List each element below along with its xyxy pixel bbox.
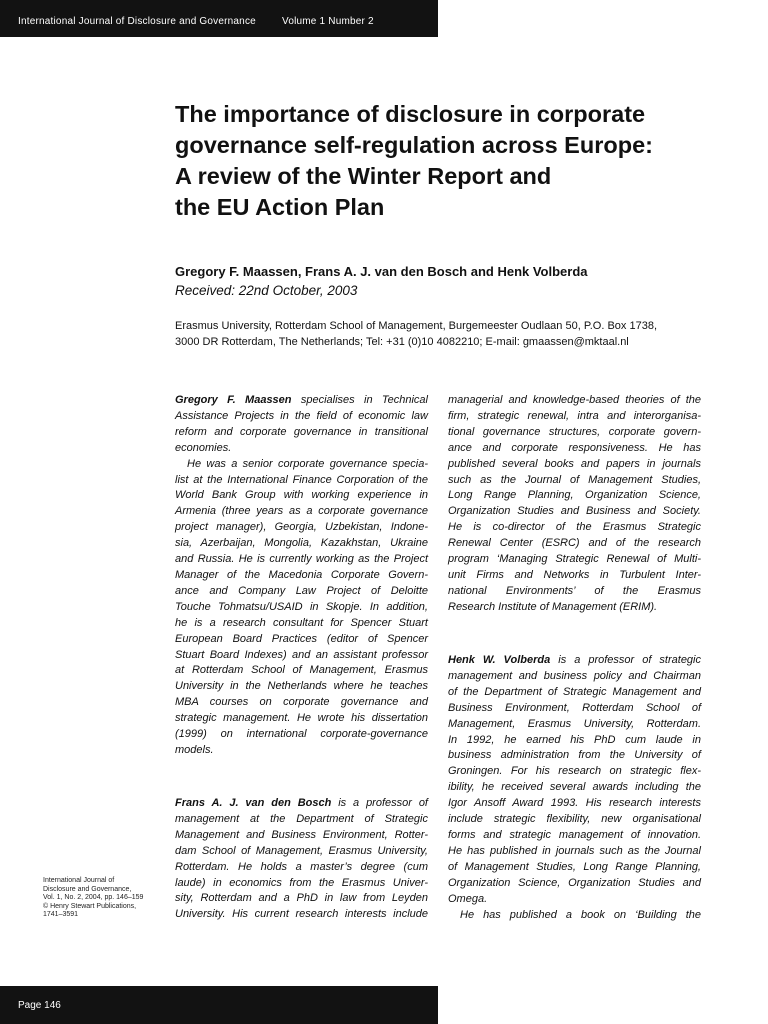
title-line: The importance of disclosure in corporate <box>175 101 646 127</box>
sidenote-line: 1741–3591 <box>43 911 79 918</box>
bio-line: University in the Netherlands where he teaches <box>175 680 428 693</box>
bio-line: include strategic flexibility, new organisational <box>448 813 701 826</box>
bio-paragraph <box>448 393 701 616</box>
bio-maassen <box>175 393 428 759</box>
author-name: Gregory F. Maassen <box>175 394 292 406</box>
bio-line: Gregory F. Maassen specialises in Technical <box>175 394 428 406</box>
title-line: governance self-regulation across Europe: <box>175 132 653 158</box>
bio-line: Armenia (three years as a corporate governance <box>175 505 428 518</box>
affiliation-line: 3000 DR Rotterdam, The Netherlands; Tel: +31 (0)10 4082210; E-mail: gmaassen@mktaal.nl <box>175 336 629 348</box>
page-footer-bar <box>0 986 438 1024</box>
bio-line: Rotterdam. He holds a master’s degree (cum <box>175 860 428 873</box>
bio-line: economies. <box>175 441 232 454</box>
bio-line: Manager of the Macedonia Corporate Govern- <box>175 568 428 581</box>
bio-line: Management, Erasmus University, Rotterdam. <box>448 717 701 730</box>
bio-line: and Russia. He is currently working as the Project <box>175 553 428 566</box>
bio-line: such as the Journal of Management Studies, <box>448 473 701 486</box>
bio-line: Igor Ansoff Award 1993. His research interests <box>448 797 701 810</box>
bio-line: Stuart Board Indexes) and an assistant professor <box>175 648 428 661</box>
bio-line: at Rotterdam School of Management, Erasmus <box>175 664 428 677</box>
bio-line: World Bank Group with working experience in <box>175 489 428 502</box>
bio-line: management at the Department of Strategic <box>175 812 428 825</box>
bio-line: He was a senior corporate governance specia- <box>187 457 428 470</box>
bio-line: Management and Business Environment, Rotter- <box>175 828 428 841</box>
bio-line: sia, Azerbaijan, Mongolia, Kazakhstan, Ukraine <box>175 537 428 550</box>
bio-volberda <box>448 653 701 923</box>
bio-line: national Environments’ of the Erasmus <box>448 584 701 597</box>
bio-line: laude) in economics from the Erasmus Univer- <box>175 876 428 889</box>
bio-paragraph <box>175 393 428 457</box>
bio-line: forms and strategic management of innovation. <box>448 828 701 841</box>
affiliation-line: Erasmus University, Rotterdam School of Management, Burgemeester Oudlaan 50, P.O. Box 1738, <box>175 320 658 332</box>
author-list: Gregory F. Maassen, Frans A. J. van den Bosch and Henk Volberda <box>175 264 588 279</box>
bio-line: MBA courses on corporate governance and <box>175 696 428 709</box>
bio-line: He has published in journals such as the Journal <box>448 844 701 857</box>
bio-line: models. <box>175 743 214 756</box>
bio-line: Long Range Planning, Organization Science, <box>448 489 701 502</box>
bio-line: of the Department of Strategic Management and <box>448 685 701 698</box>
bio-line: strategic management. He wrote his dissertation <box>175 712 428 725</box>
author-name: Henk W. Volberda <box>448 654 551 666</box>
bio-line: University. His current research interests include <box>175 908 428 921</box>
bio-line: (1999) on international corporate-governance <box>175 728 428 741</box>
bio-line: Touche Tohmatsu/USAID in Skopje. In addition, <box>175 600 428 613</box>
journal-header-bar <box>0 0 438 37</box>
bio-line: In 1992, he earned his PhD cum laude in <box>448 733 701 746</box>
author-name: Frans A. J. van den Bosch <box>175 797 332 809</box>
title-line: A review of the Winter Report and <box>175 163 552 189</box>
citation-sidenote <box>43 877 143 920</box>
page-number: Page 146 <box>18 1000 61 1011</box>
bio-line: business administration from the University of <box>448 749 701 762</box>
bio-line: unit Firms and Networks in Turbulent Inter- <box>448 568 701 581</box>
received-date: Received: 22nd October, 2003 <box>175 283 358 298</box>
bio-line: He has published a book on ‘Building the <box>460 908 701 921</box>
title-line: the EU Action Plan <box>175 194 385 220</box>
journal-name: International Journal of Disclosure and Governance <box>18 16 256 27</box>
bio-line: tional governance structures, corporate govern- <box>448 425 701 438</box>
bio-line: he is a research consultant for Spencer Stuart <box>175 616 428 629</box>
bio-bosch-continued <box>448 393 701 616</box>
bio-line: Omega. <box>448 892 488 905</box>
bio-line: Organization Science, Organization Studies and <box>448 876 701 889</box>
bio-line: sity, Rotterdam and a PhD in law from Leyden <box>175 892 428 905</box>
sidenote-line: International Journal of <box>43 877 115 884</box>
bio-paragraph <box>175 457 428 759</box>
volume-number: Volume 1 Number 2 <box>282 16 374 27</box>
bio-line: Renewal Center (ESRC) and of the research <box>448 537 701 550</box>
bio-line: project manager), Georgia, Uzbekistan, Indone- <box>175 521 428 534</box>
affiliation <box>175 318 657 350</box>
bio-line: of Management Studies, Long Range Planning, <box>448 860 701 873</box>
bio-line: He is co-director of the Erasmus Strategic <box>448 521 701 534</box>
bio-line: management and business policy and Chairman <box>448 669 701 682</box>
bio-line: ance and corporate responsiveness. He has <box>448 441 701 454</box>
sidenote-line: © Henry Stewart Publications, <box>43 902 137 910</box>
bio-line: managerial and knowledge-based theories of the <box>448 394 701 406</box>
bio-line: list at the International Finance Corporation of the <box>175 473 428 486</box>
bio-line: Assistance Projects in the field of economic law <box>175 409 428 422</box>
bio-bosch <box>175 796 428 923</box>
sidenote-line: Vol. 1, No. 2, 2004, pp. 146–159 <box>43 894 144 901</box>
bio-line: ance and Company Law Project of Deloitte <box>175 584 428 597</box>
bio-line: Frans A. J. van den Bosch is a professor of <box>175 797 428 809</box>
bio-line: program ‘Managing Strategic Renewal of Multi- <box>448 553 701 566</box>
bio-line: dam School of Management, Erasmus University, <box>175 844 428 857</box>
bio-paragraph <box>448 908 701 924</box>
bio-line: Organization Studies and Business and Society. <box>448 505 701 518</box>
bio-paragraph <box>175 796 428 923</box>
bio-line: ibility, he received several awards including the <box>448 781 701 794</box>
bio-line: Groningen. For his research on strategic flex- <box>448 765 701 778</box>
bio-line: firm, strategic renewal, intra and interorganisa- <box>448 409 701 422</box>
bio-line: Research Institute of Management (ERIM). <box>448 600 658 613</box>
bio-line: Henk W. Volberda is a professor of strategic <box>448 654 701 666</box>
bio-line: reform and corporate governance in transitional <box>175 425 428 438</box>
bio-line: European Board Practices (editor of Spencer <box>175 632 428 645</box>
sidenote-line: Disclosure and Governance, <box>43 885 132 893</box>
bio-paragraph <box>448 653 701 908</box>
article-title <box>175 99 735 223</box>
bio-line: Business Environment, Rotterdam School of <box>448 701 701 714</box>
bio-line: published several books and papers in journals <box>448 457 701 470</box>
